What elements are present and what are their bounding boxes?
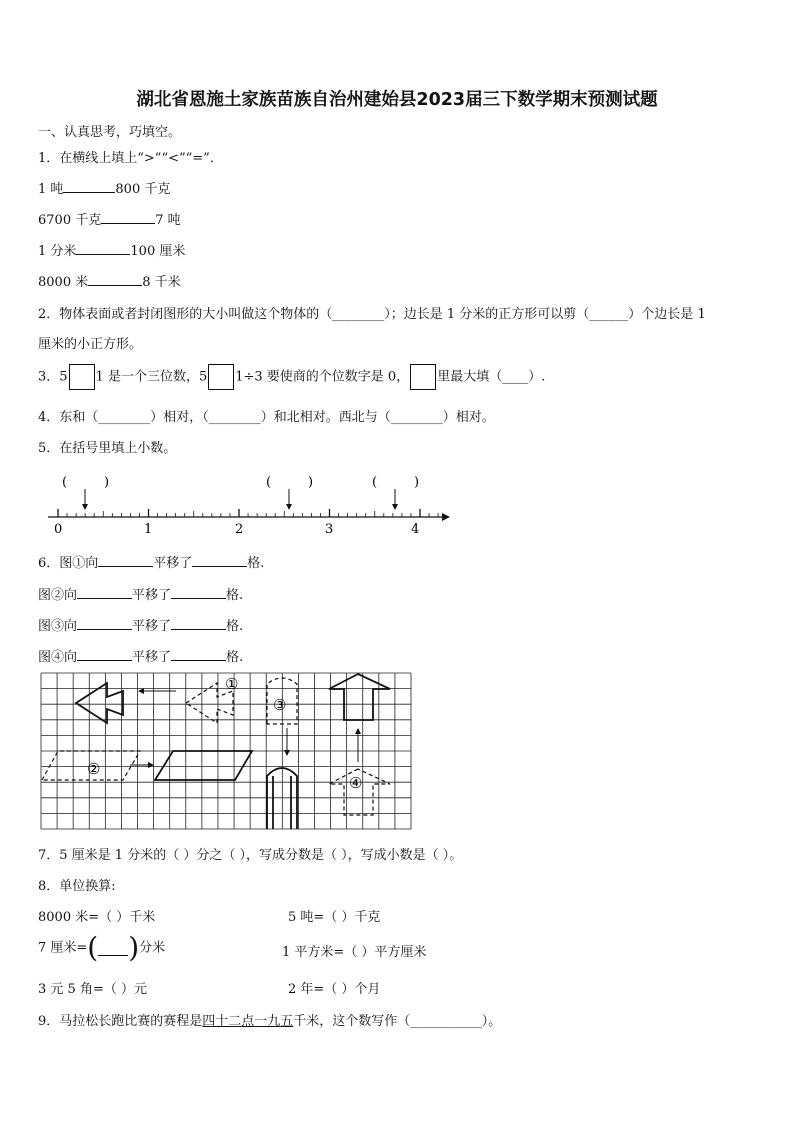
down-arrow-icon [284,728,290,756]
q6-text: 格. [226,619,244,634]
q9-underlined-number: 四十二点一九五 [202,1014,294,1029]
number-line-ticks [58,509,438,517]
answer-paren: ) [414,475,420,490]
open-paren: ( [87,931,99,964]
digit-box[interactable] [69,364,95,390]
answer-blank[interactable] [88,273,142,286]
q1-item [38,178,170,197]
q6-text: 图②向 [38,588,78,603]
down-arrow-icon [286,489,292,510]
q9-text: 千米，这个数写作（___________）。 [293,1014,502,1029]
answer-paren[interactable]: ( [62,475,68,490]
q6-text: 图④向 [38,650,78,665]
answer-blank[interactable] [98,554,153,567]
q6-row [38,646,243,665]
digit-box[interactable] [208,364,234,390]
figure-label-4: ④ [349,774,363,792]
answer-paren: ) [308,475,314,490]
tick-label: 2 [235,522,244,537]
page-title: 湖北省恩施土家族苗族自治州建始县2023届三下数学期末预测试题 [136,90,658,110]
fraction-blank[interactable] [98,941,128,956]
q8-item: 5 吨=（ ）千克 [288,910,381,925]
q8-item: 2 年=（ ）个月 [288,982,381,997]
q2-line1: 2．物体表面或者封闭图形的大小叫做这个物体的（________）；边长是 1 分米的正方形可以剪（______）个边长是 1 [38,307,706,322]
q8-text: 分米 [139,940,166,956]
q6-text: 格. [226,650,244,665]
q3-part: 1÷3 要使商的个位数字是 0， [235,369,410,385]
q3-line [38,364,545,390]
answer-blank[interactable] [63,180,115,193]
answer-blank[interactable] [77,617,132,630]
answer-blank[interactable] [77,648,132,661]
q8-text: 7 厘米= [38,940,88,956]
q8-item: 1 平方米=（ ）平方厘米 [282,945,427,960]
number-line [40,468,460,540]
q6-text: 格. [247,556,265,571]
q9-text: 9．马拉松长跑比赛的赛程是 [38,1014,203,1029]
q1-item-left: 8000 米 [38,275,89,290]
q1-item-left: 6700 千克 [38,213,102,228]
answer-blank[interactable] [192,554,247,567]
q5-stem: 5．在括号里填上小数。 [38,441,177,456]
q9-line [38,1010,501,1029]
q6-text: 格. [226,588,244,603]
q6-text: 图③向 [38,619,78,634]
answer-blank[interactable] [171,617,226,630]
q1-item-left: 1 分米 [38,244,77,259]
q1-item-right: 8 千米 [142,275,181,290]
answer-paren[interactable]: ( [266,475,272,490]
q6-text: 6．图①向 [38,556,99,571]
digit-box[interactable] [410,364,436,390]
q1-item [38,271,181,290]
down-arrow-icon [82,489,88,510]
q8-stem: 8．单位换算: [38,879,116,894]
tick-label: 4 [411,522,420,537]
q6-text: 平移了 [132,650,172,665]
q1-item-right: 800 千克 [115,182,171,197]
answer-paren: ) [104,475,110,490]
figure-label-2: ② [87,760,101,778]
q1-item-right: 100 厘米 [130,244,186,259]
q7-line: 7．5 厘米是 1 分米的（ ）分之（ ），写成分数是（ ），写成小数是（ ）。 [38,848,463,863]
answer-blank[interactable] [171,648,226,661]
close-paren: ) [128,931,140,964]
up-arrow-icon [355,728,361,762]
down-arrow-icon [392,489,398,510]
q8-item: 3 元 5 角=（ ）元 [38,982,147,997]
answer-blank[interactable] [77,586,132,599]
q6-row [38,552,264,571]
q1-item [38,240,185,259]
q2-line2: 厘米的小正方形。 [38,337,143,352]
q8-item-fraction [38,931,166,964]
q6-text: 平移了 [153,556,193,571]
tick-label: 0 [54,522,63,537]
q4-line: 4．东和（________）相对，（________）和北相对。西北与（________）相对。 [38,410,495,425]
answer-blank[interactable] [101,211,155,224]
answer-paren[interactable]: ( [372,475,378,490]
q1-stem: 1．在横线上填上“>”“<”“=”． [38,151,223,166]
q6-row [38,615,243,634]
q1-item-right: 7 吨 [155,213,181,228]
tick-label: 1 [144,522,153,537]
q8-item: 8000 米=（ ）千米 [38,910,156,925]
tick-label: 3 [325,522,334,537]
q3-part: 里最大填（____）. [437,369,546,385]
answer-blank[interactable] [171,586,226,599]
section-heading: 一、认真思考，巧填空。 [38,125,182,140]
q1-item [38,209,181,228]
answer-blank[interactable] [76,242,130,255]
q6-text: 平移了 [132,619,172,634]
q6-text: 平移了 [132,588,172,603]
q3-part: 3．5 [38,369,68,385]
figure-label-1: ① [225,675,239,693]
figure-label-3: ③ [273,696,287,714]
translation-grid [40,672,412,830]
q6-row [38,584,243,603]
q1-item-left: 1 吨 [38,182,64,197]
axis-arrow-icon [442,513,450,521]
solid-figure-4 [329,674,390,720]
q3-part: 1 是一个三位数，5 [95,369,208,385]
